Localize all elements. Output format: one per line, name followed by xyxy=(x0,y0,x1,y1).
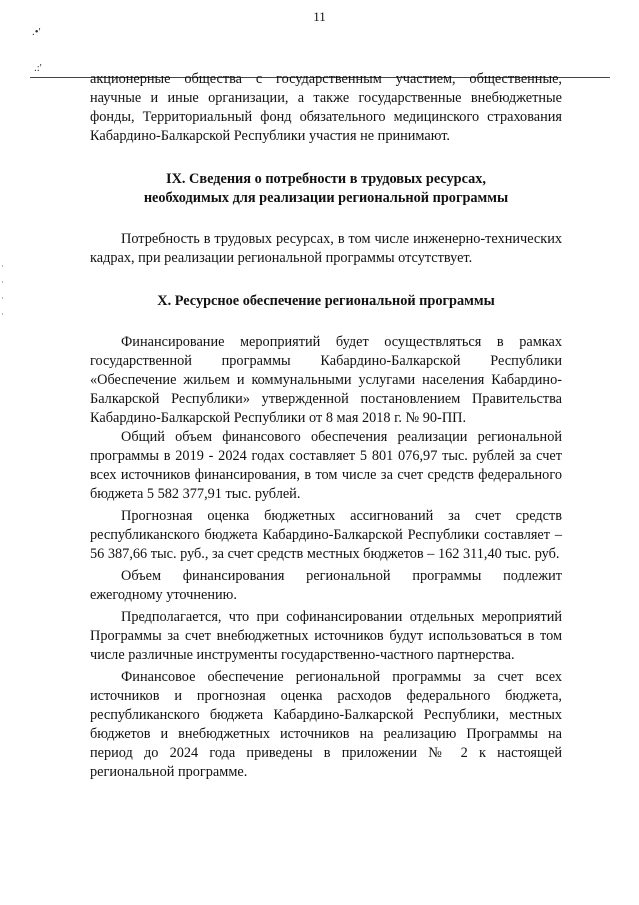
section-10-paragraph-2: Общий объем финансового обеспечения реализации региональной программы в 2019 - 2024 годах составляет 5 801 076,97 тыс. рублей за счет всех источников финансирования, в том числе за счет средств федерального бюджета 5 582 377,91 тыс. рублей. xyxy=(90,429,562,502)
intro-paragraph: акционерные общества с государственным участием, общественные, научные и иные организации, а также государственные внебюджетные фонды, Территориальный фонд обязательного медицинского страхования Кабардино-Балкарской Республики участия не принимают. xyxy=(90,71,562,144)
section-9-title-line2: необходимых для реализации региональной программы xyxy=(143,190,509,206)
scan-artifact-mark: .•' xyxy=(32,26,41,38)
page-number: 11 xyxy=(313,9,326,24)
section-10-paragraph-3: Прогнозная оценка бюджетных ассигнований за счет средств республиканского бюджета Кабардино-Балкарской Республики составляет – 56 387,66 тыс. руб., за счет средств местных бюджетов – 162 311,40 тыс. руб. xyxy=(90,508,562,562)
section-10-paragraph-4: Объем финансирования региональной программы подлежит ежегодному уточнению. xyxy=(90,568,562,603)
document-body xyxy=(90,70,562,782)
section-10-title: X. Ресурсное обеспечение региональной программы xyxy=(157,293,495,309)
scan-artifact-mark: .:' xyxy=(34,62,42,74)
section-9-paragraph: Потребность в трудовых ресурсах, в том числе инженерно-технических кадрах, при реализации региональной программы отсутствует. xyxy=(90,231,562,266)
section-10-paragraph-1: Финансирование мероприятий будет осуществляться в рамках государственной программы Кабардино-Балкарской Республики «Обеспечение жильем и коммунальными услугами населения Кабардино-Балкарской Республики» утвержденной постановлением Правительства Кабардино-Балкарской Республики от 8 мая 2018 г. № 90-ПП. xyxy=(90,334,562,426)
section-10-paragraph-5: Предполагается, что при софинансировании отдельных мероприятий Программы за счет внебюджетных источников будут использоваться в том числе различные инструменты государственно-частного партнерства. xyxy=(90,609,562,663)
scan-edge-dots: · · · · xyxy=(1,261,4,319)
section-10-paragraph-6: Финансовое обеспечение региональной программы за счет всех источников и прогнозная оценка расходов федерального бюджета, республиканского бюджета Кабардино-Балкарской Республики, местных бюджетов и внебюджетных источников на реализацию Программы на период до 2024 года приведены в приложении № 2 к настоящей региональной программе. xyxy=(90,669,562,780)
section-9-title-line1: IX. Сведения о потребности в трудовых ресурсах, xyxy=(166,171,486,187)
